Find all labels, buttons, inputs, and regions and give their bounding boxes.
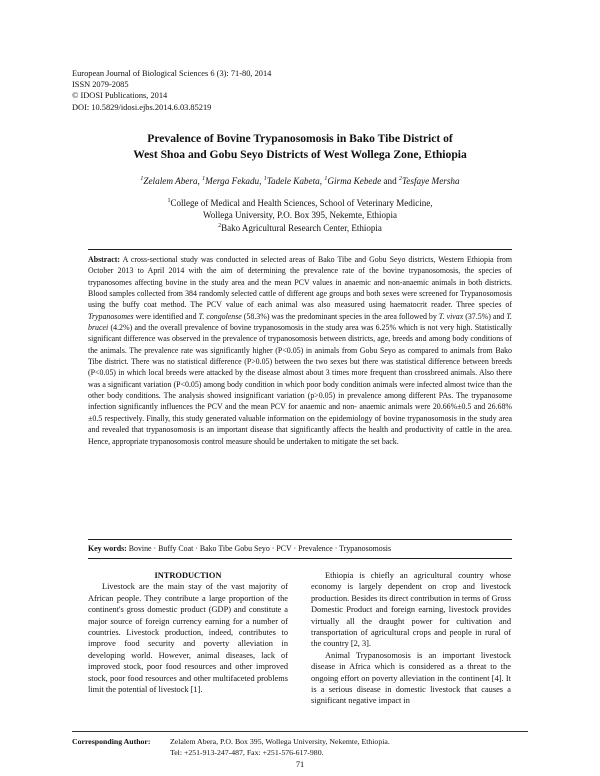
author-sup: 2 xyxy=(399,176,403,182)
author-name: Tadele Kabeta, xyxy=(266,176,325,187)
abstract-italic: T. congolense xyxy=(198,311,242,321)
journal-copyright: © IDOSI Publications, 2014 xyxy=(72,91,168,101)
paragraph: Animal Trypanosomosis is an important livestock disease in Africa which is considered as a threat to the ongoing effort on poverty alleviation in the continent [4]. It is a serious disease in domestic livestock that causes a significant negative impact in xyxy=(311,650,511,706)
right-column xyxy=(311,570,511,707)
paragraph: Ethiopia is chiefly an agricultural country whose economy is largely dependent on crop and livestock production. Besides its direct contribution in terms of Gross Domestic Product and foreign earning, livestock provides virtually all the draught power for cultivation and transportation of agricultural crops and people in rural of the country [2, 3]. xyxy=(311,571,511,649)
corresponding-label: Corresponding Author: xyxy=(72,737,151,746)
author-sup: 1 xyxy=(202,176,206,182)
title-line-1: Prevalence of Bovine Trypanosomosis in Bako Tibe District of xyxy=(147,132,453,145)
abstract-italic: Trypanosomes xyxy=(88,311,134,321)
author-sup: 1 xyxy=(324,176,328,182)
abstract-bottom-rule xyxy=(88,539,512,540)
abstract-text: (58.3%) was the predominant species in the area followed by xyxy=(241,311,439,321)
affiliation-1-line-1 xyxy=(60,196,540,210)
affiliations xyxy=(60,196,540,235)
journal-issn: ISSN 2079-2085 xyxy=(72,80,129,90)
corresponding-author xyxy=(72,736,390,758)
keywords xyxy=(88,544,512,553)
corresponding-address: Zelalem Abera, P.O. Box 395, Wollega University, Nekemte, Ethiopia. xyxy=(170,737,390,746)
abstract-text: A cross-sectional study was conducted in selected areas of Bako Tibe and Gobu Seyo districts, Western Ethiopia from October 2013 to April 2014 with the aim of determining the prevalence rate of the bovine trypanosomosis, the species of trypanosomes affecting bovine in the study area and the mean PCV values in anaemic and non-anaemic animals in both districts. Blood samples collected from 384 randomly selected cattle of different age groups and both sexes were screened for Trypanosomosis using the buffy coat method. The PCV value of each animal was also measured using haematocrit reader. Three species of xyxy=(88,255,512,310)
abstract-top-rule xyxy=(88,249,512,250)
paragraph: Livestock are the main stay of the vast majority of African people. They contribute a large proportion of the continent's gross domestic product (GDP) and constitute a major source of foreign currency earning for a number of countries. Livestock production, indeed, contributes to improve food security and poverty alleviation in developing world. However, animal diseases, lack of improved stock, poor food resources and other improved stock, poor food resources and other multifaceted problems limit the potential of livestock [1]. xyxy=(88,582,288,695)
abstract-text: (37.5%) and xyxy=(463,311,507,321)
introduction-heading: INTRODUCTION xyxy=(154,571,222,580)
author-and: and xyxy=(381,176,400,187)
left-column xyxy=(88,570,288,695)
corresponding-contact: Tel: +251-913-247-487, Fax: +251-576-617-980. xyxy=(170,748,324,757)
author-name: Merga Fekadu, xyxy=(205,176,264,187)
keywords-text: Bovine · Buffy Coat · Bako Tibe Gobu Seyo · PCV · Prevalence · Trypanosomosis xyxy=(126,544,392,553)
journal-info xyxy=(72,68,271,113)
affiliation-sup: 2 xyxy=(218,223,222,230)
affiliation-text: Bako Agricultural Research Center, Ethiopia xyxy=(221,223,382,234)
author-sup: 1 xyxy=(140,176,144,182)
paper-title xyxy=(60,131,540,162)
keywords-rule xyxy=(88,558,512,559)
abstract xyxy=(88,254,512,447)
page-number: 71 xyxy=(295,760,305,769)
affiliation-2 xyxy=(60,221,540,235)
title-line-2: West Shoa and Gobu Seyo Districts of West Wollega Zone, Ethiopia xyxy=(133,147,467,161)
abstract-label: Abstract: xyxy=(88,255,120,264)
author-name: Tesfaye Mersha xyxy=(402,176,460,187)
author-sup: 1 xyxy=(263,176,267,182)
journal-citation: European Journal of Biological Sciences 6 (3): 71-80, 2014 xyxy=(72,69,272,78)
affiliation-text: College of Medical and Health Sciences, School of Veterinary Medicine, xyxy=(170,198,433,208)
abstract-text: (4.2%) and the overall prevalence of bovine trypanosomosis in the study area was 6.25% which is not very high. Statistically significant difference was observed in the prevalence of trypanosomosis between districts, age, breeds and among body conditions of the animals. The prevalence rate was significantly higher (P<0.05) in animals from Gobu Seyo as compared to animals from Bako Tibe district. There was no statistical difference (P>0.05) between the two sexes but there was statistical difference between breeds (P<0.05) in which local breeds were attacked by the disease almost about 3 times more frequent than crossbreed animals. Also there was a significant variation (P<0.05) among body condition in which poor body condition animals were infected almost twice than the other body conditions. The analysis showed insignificant variation (p>0.05) in prevalence among different PAs. The trypanosome infection significantly influences the PCV and the mean PCV for anaemic and non- anaemic animals were 20.66%±0.5 and 26.68%±0.5 respectively. Finally, this study generated valuable information on the epidemiology of bovine trypanosomosis in the study area and revealed that trypanosomosis is an important disease that significantly affects the health and productivity of cattle in the area. Hence, appropriate trypanosomosis control measure should be undertaken to mitigate the set back. xyxy=(88,323,512,446)
affiliation-1-line-2: Wollega University, P.O. Box 395, Nekemte, Ethiopia xyxy=(203,209,397,220)
author-name: Girma Kebede xyxy=(327,176,382,187)
abstract-italic: T. brucei xyxy=(88,311,513,333)
footnote-rule xyxy=(72,731,528,732)
abstract-italic: T. vivax xyxy=(438,311,464,321)
author-list xyxy=(60,176,540,186)
author-name: Zelalem Abera, xyxy=(143,176,203,187)
affiliation-sup: 1 xyxy=(167,198,171,204)
keywords-label: Key words: xyxy=(88,544,127,553)
abstract-text: were identified and xyxy=(133,311,199,321)
journal-doi: DOI: 10.5829/idosi.ejbs.2014.6.03.85219 xyxy=(72,102,212,112)
